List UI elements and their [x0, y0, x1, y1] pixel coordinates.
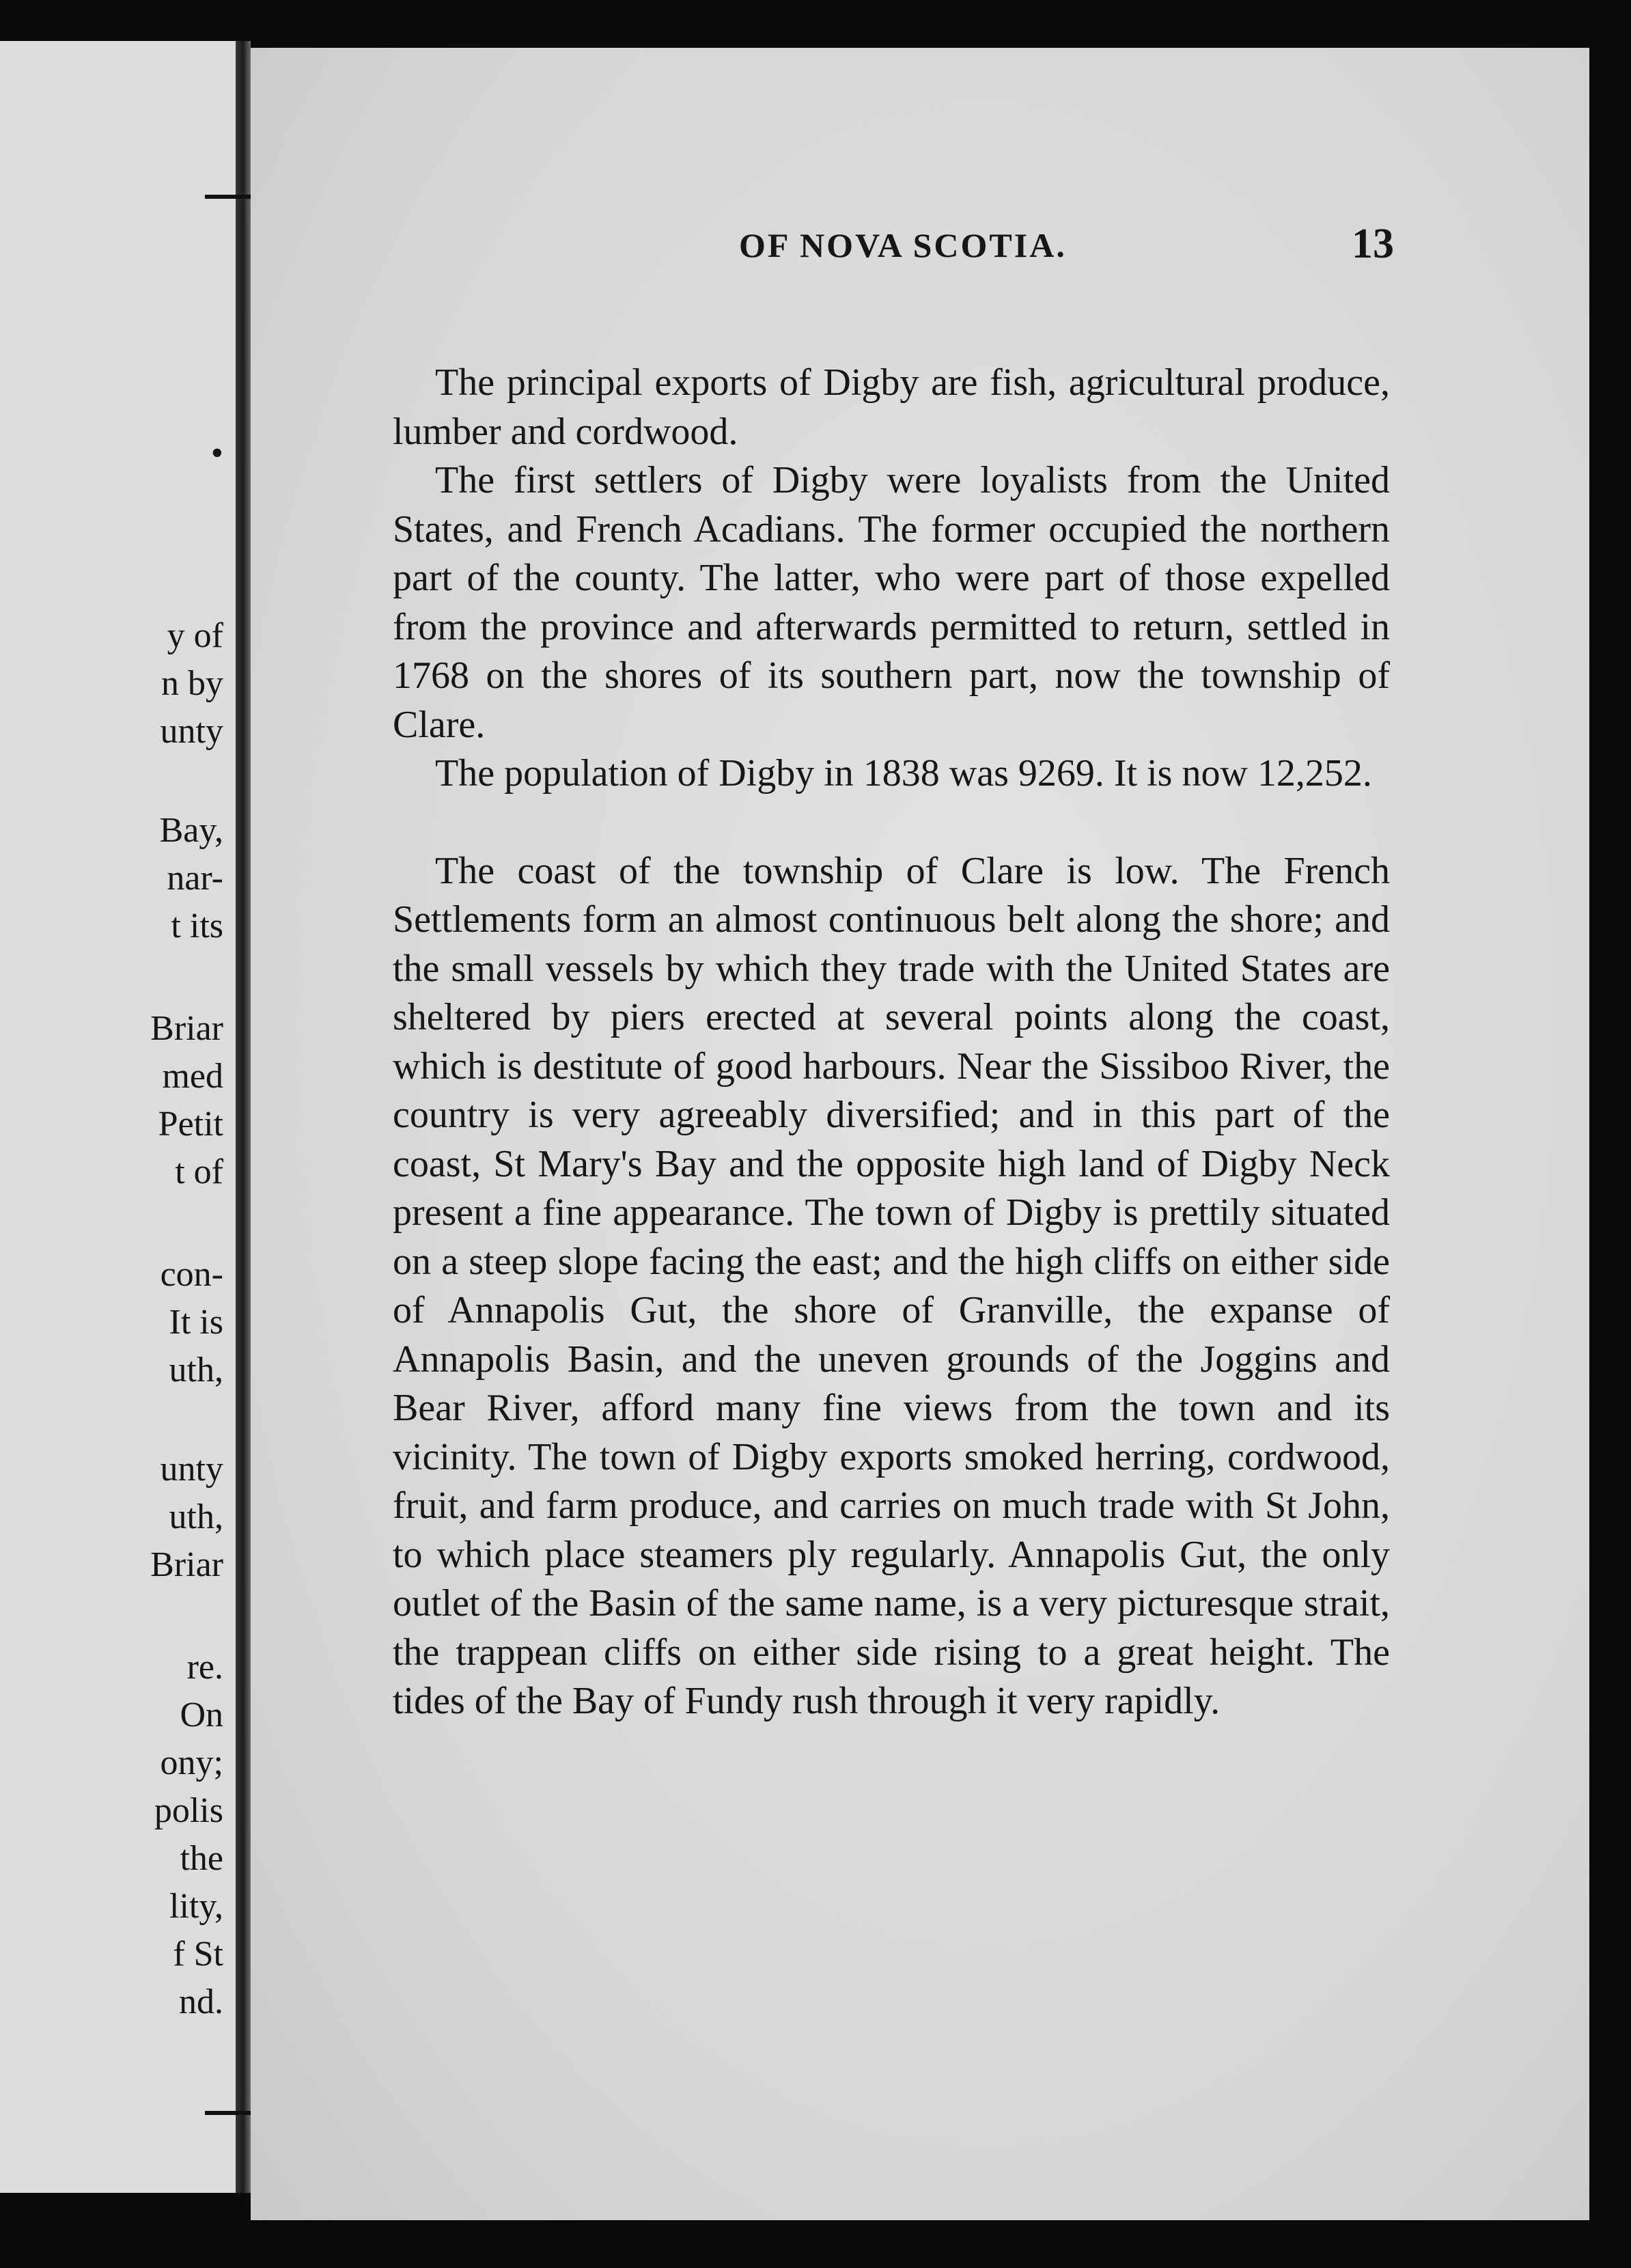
left-page-fragment: It is	[169, 1303, 223, 1342]
body-text	[393, 359, 1390, 1726]
left-page-fragment: On	[180, 1696, 223, 1734]
left-page-fragment: uth,	[169, 1351, 223, 1389]
left-page-fragment: ony;	[160, 1743, 223, 1782]
paragraph: The coast of the township of Clare is low. The French Settlements form an almost continuous belt along the shore; and the small vessels by which they trade with the United States are sheltered by piers erected at several points along the coast, which is destitute of good harbours. Near the Sissiboo River, the country is very agreeably diversified; and in this part of the coast, St Mary's Bay and the opposite high land of Digby Neck present a fine appearance. The town of Digby is prettily situated on a steep slope facing the east; and the high cliffs on either side of Annapolis Gut, the shore of Granville, the expanse of Annapolis Basin, and the uneven grounds of the Joggins and Bear River, afford many fine views from the town and its vicinity. The town of Digby exports smoked herring, cordwood, fruit, and farm produce, and carries on much trade with St John, to which place steamers ply regularly. Annapolis Gut, the only outlet of the Basin of the same name, is a very picturesque strait, the trappean cliffs on either side rising to a great height. The tides of the Bay of Fundy rush through it very rapidly.	[393, 849, 1390, 1722]
paragraph: The principal exports of Digby are fish, agricultural produce, lumber and cordwood.	[393, 361, 1390, 453]
left-page-fragment: nar-	[167, 859, 223, 898]
left-facing-page	[0, 41, 236, 2193]
page-number: 13	[1352, 221, 1394, 267]
paragraph: The first settlers of Digby were loyalists from the United States, and French Acadians. The former occupied the northern part of the county. The latter, who were part of those expelled from the province and afterwards permitted to return, settled in 1768 on the shores of its southern part, now the township of Clare.	[393, 459, 1390, 746]
main-page	[251, 48, 1589, 2220]
left-page-fragment: med	[162, 1057, 223, 1096]
left-page-fragment: y of	[167, 616, 223, 655]
left-page-fragment: Briar	[150, 1545, 223, 1584]
left-page-fragment: re.	[186, 1648, 223, 1687]
left-page-fragment: con-	[160, 1255, 223, 1294]
left-page-fragment: f St	[173, 1935, 223, 1974]
left-page-fragment: Briar	[150, 1009, 223, 1048]
left-page-fragment: t its	[171, 907, 223, 945]
left-page-fragment: t of	[175, 1152, 223, 1191]
left-page-fragment: uth,	[169, 1497, 223, 1536]
running-head	[251, 221, 1589, 273]
left-page-fragment: Petit	[158, 1105, 223, 1144]
running-title: OF NOVA SCOTIA.	[739, 226, 1067, 264]
left-page-fragment: n by	[161, 664, 223, 703]
left-page-fragment: polis	[154, 1791, 223, 1830]
left-page-fragment: the	[180, 1839, 223, 1878]
paragraph: The population of Digby in 1838 was 9269. It is now 12,252.	[435, 752, 1372, 794]
left-page-fragment: lity,	[169, 1887, 223, 1926]
left-page-fragment: unty	[160, 712, 223, 751]
book-gutter	[236, 41, 251, 2193]
left-page-fragment: unty	[160, 1450, 223, 1489]
left-page-fragment: nd.	[179, 1982, 223, 2021]
left-page-fragment: •	[210, 434, 223, 473]
left-page-fragment: Bay,	[159, 811, 223, 850]
